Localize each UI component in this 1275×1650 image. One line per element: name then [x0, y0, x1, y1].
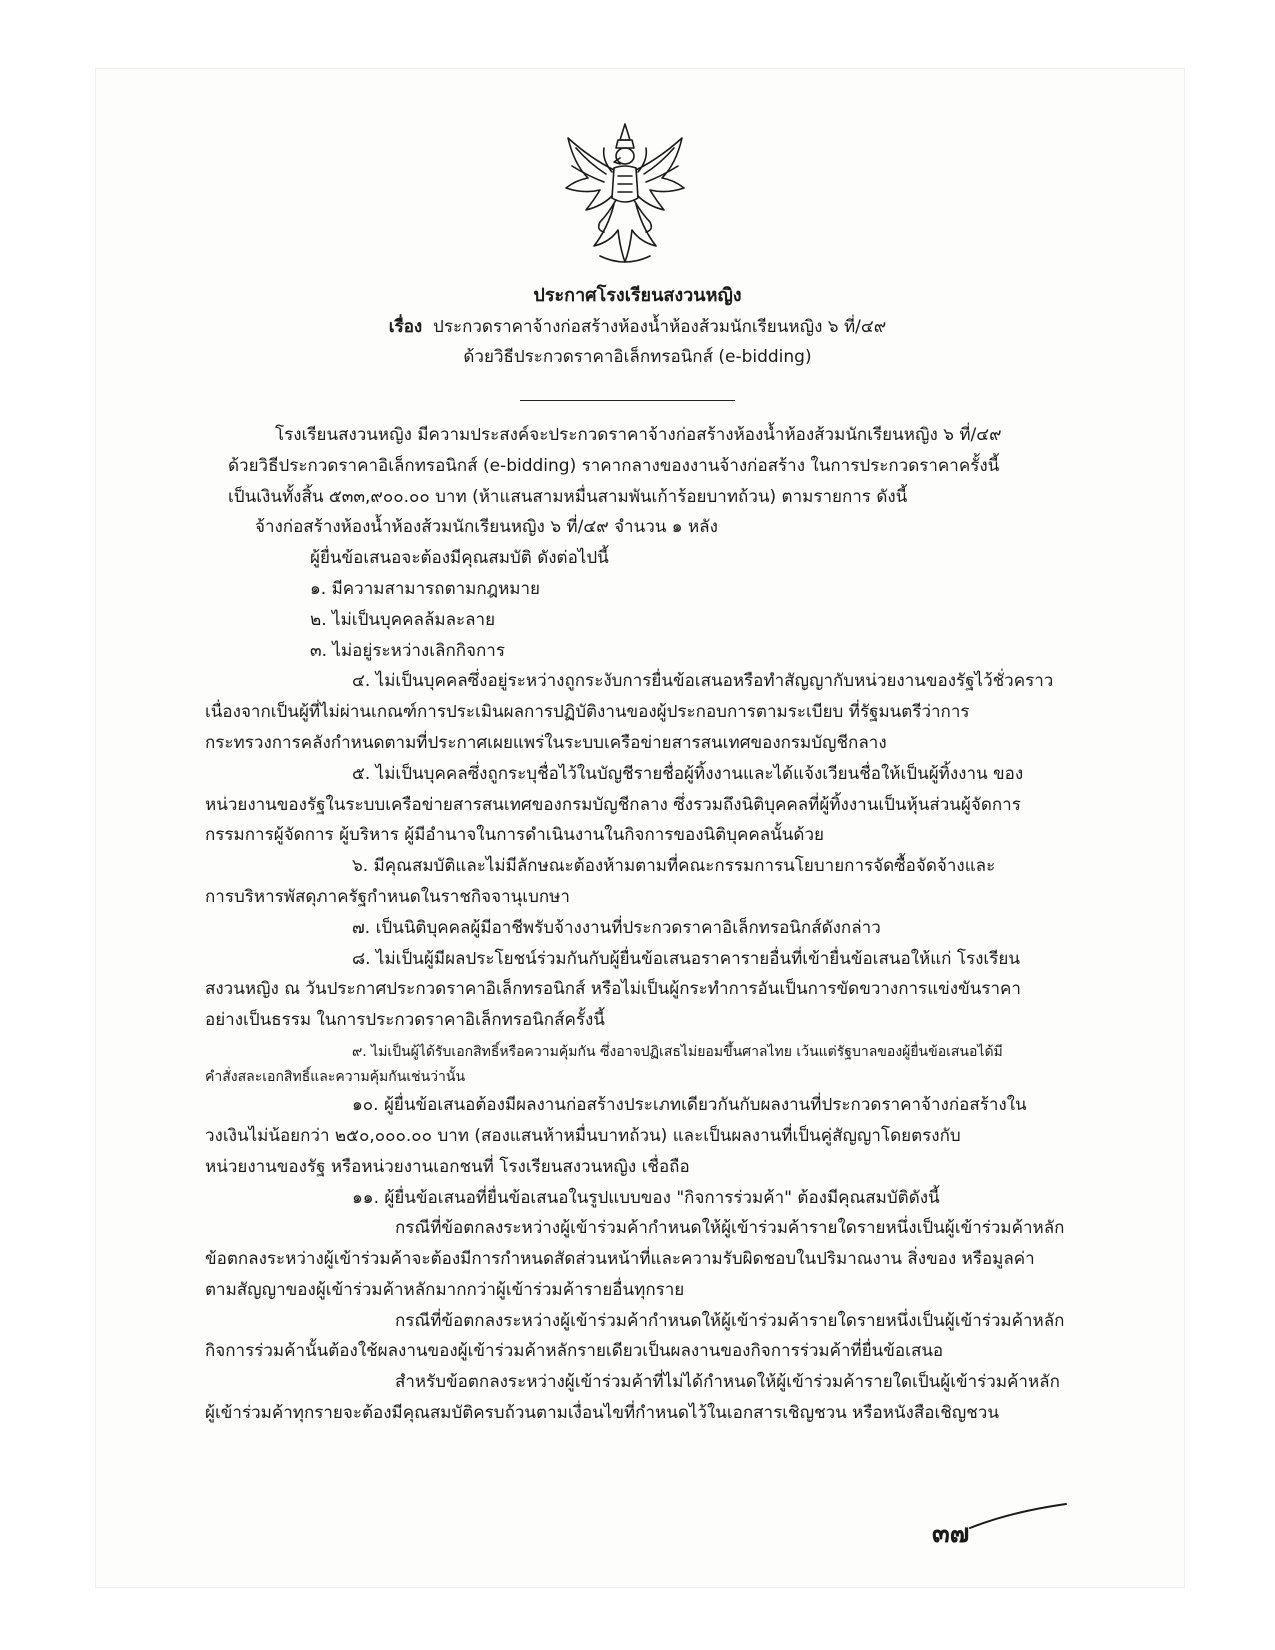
qualification-8-line-2: สงวนหญิง ณ วันประกาศประกวดราคาอิเล็กทรอนิกส์ หรือไม่เป็นผู้กระทำการอันเป็นการขัดขวางการแข่งขันราคา [205, 979, 1021, 999]
joint-venture-case-b-line-1: กรณีที่ข้อตกลงระหว่างผู้เข้าร่วมค้ากำหนดให้ผู้เข้าร่วมค้ารายใดรายหนึ่งเป็นผู้เข้าร่วมค้าหลัก [395, 1311, 1065, 1331]
joint-venture-case-a-line-3: ตามสัญญาของผู้เข้าร่วมค้าหลักมากกว่าผู้เข้าร่วมค้ารายอื่นทุกราย [205, 1280, 685, 1300]
qualification-10-line-3: หน่วยงานของรัฐ หรือหน่วยงานเอกชนที่ โรงเรียนสงวนหญิง เชื่อถือ [205, 1157, 690, 1177]
qualification-6-line-1: ๖. มีคุณสมบัติและไม่มีลักษณะต้องห้ามตามที่คณะกรรมการนโยบายการจัดซื้อจัดจ้างและ [352, 856, 996, 876]
bidding-method: ด้วยวิธีประกวดราคาอิเล็กทรอนิกส์ (e-bidding) [463, 347, 812, 367]
qualification-11: ๑๑. ผู้ยื่นข้อเสนอที่ยื่นข้อเสนอในรูปแบบของ "กิจการร่วมค้า" ต้องมีคุณสมบัติดังนี้ [352, 1188, 940, 1208]
qualification-5-line-2: หน่วยงานของรัฐในระบบเครือข่ายสารสนเทศของกรมบัญชีกลาง ซึ่งรวมถึงนิติบุคคลที่ผู้ทิ้งงานเป็นหุ้นส่วนผู้จัดการ [205, 795, 1021, 815]
joint-venture-case-c-line-1: สำหรับข้อตกลงระหว่างผู้เข้าร่วมค้าที่ไม่ได้กำหนดให้ผู้เข้าร่วมค้ารายใดเป็นผู้เข้าร่วมค้าหลัก [395, 1372, 1060, 1392]
joint-venture-case-a-line-2: ข้อตกลงระหว่างผู้เข้าร่วมค้าจะต้องมีการกำหนดสัดส่วนหน้าที่และความรับผิดชอบในปริมาณงาน สิ่งของ หรือมูลค่า [205, 1249, 1035, 1269]
intro-line-1: โรงเรียนสงวนหญิง มีความประสงค์จะประกวดราคาจ้างก่อสร้างห้องน้ำห้องส้วมนักเรียนหญิง ๖ ที่/๔๙ [275, 425, 1002, 445]
qualifications-heading: ผู้ยื่นข้อเสนอจะต้องมีคุณสมบัติ ดังต่อไปนี้ [310, 548, 609, 568]
qualification-9-line-1: ๙. ไม่เป็นผู้ได้รับเอกสิทธิ์หรือความคุ้มกัน ซึ่งอาจปฏิเสธไม่ยอมขึ้นศาลไทย เว้นแต่รัฐบาลของผู้ยื่นข้อเสนอได้มี [352, 1044, 1003, 1060]
qualification-2: ๒. ไม่เป็นบุคคลล้มละลาย [310, 610, 496, 630]
subject-text: ประกวดราคาจ้างก่อสร้างห้องน้ำห้องส้วมนักเรียนหญิง ๖ ที่/๔๙ [433, 317, 887, 337]
qualification-10-line-2: วงเงินไม่น้อยกว่า ๒๕๐,๐๐๐.๐๐ บาท (สองแสนห้าหมื่นบาทถ้วน) และเป็นผลงานที่เป็นคู่สัญญาโดยตรงกับ [205, 1126, 961, 1146]
joint-venture-case-b-line-2: กิจการร่วมค้านั้นต้องใช้ผลงานของผู้เข้าร่วมค้าหลักรายเดียวเป็นผลงานของกิจการร่วมค้าที่ยื่นข้อเสนอ [205, 1341, 944, 1361]
qualification-3: ๓. ไม่อยู่ระหว่างเลิกกิจการ [310, 641, 505, 661]
intro-line-2: ด้วยวิธีประกวดราคาอิเล็กทรอนิกส์ (e-bidding) ราคากลางของงานจ้างก่อสร้าง ในการประกวดราคาครั้งนี้ [228, 456, 1000, 476]
qualification-1: ๑. มีความสามารถตามกฎหมาย [310, 579, 540, 599]
qualification-4-line-1: ๔. ไม่เป็นบุคคลซึ่งอยู่ระหว่างถูกระงับการยื่นข้อเสนอหรือทำสัญญากับหน่วยงานของรัฐไว้ชั่วคราว [352, 671, 1054, 691]
subject-line [0, 316, 1275, 338]
qualification-5-line-1: ๕. ไม่เป็นบุคคลซึ่งถูกระบุชื่อไว้ในบัญชีรายชื่อผู้ทิ้งงานและได้แจ้งเวียนชื่อให้เป็นผู้ทิ้งงาน ของ [352, 764, 1024, 784]
qualification-4-line-2: เนื่องจากเป็นผู้ที่ไม่ผ่านเกณฑ์การประเมินผลการปฏิบัติงานของผู้ประกอบการตามระเบียบ ที่รัฐมนตรีว่าการ [205, 702, 970, 722]
qualification-10-line-1: ๑๐. ผู้ยื่นข้อเสนอต้องมีผลงานก่อสร้างประเภทเดียวกันกับผลงานที่ประกวดราคาจ้างก่อสร้างใน [352, 1095, 1027, 1115]
intro-line-3: เป็นเงินทั้งสิ้น ๕๓๓,๙๐๐.๐๐ บาท (ห้าแสนสามหมื่นสามพันเก้าร้อยบาทถ้วน) ตามรายการ ดังนี้ [228, 487, 908, 507]
intro-line-4: จ้างก่อสร้างห้องน้ำห้องส้วมนักเรียนหญิง ๖ ที่/๔๙ จำนวน ๑ หลัง [255, 517, 718, 537]
qualification-8-line-1: ๘. ไม่เป็นผู้มีผลประโยชน์ร่วมกันกับผู้ยื่นข้อเสนอราคารายอื่นที่เข้ายื่นข้อเสนอให้แก่ โรงเรียน [352, 949, 1020, 969]
qualification-7: ๗. เป็นนิติบุคคลผู้มีอาชีพรับจ้างงานที่ประกวดราคาอิเล็กทรอนิกส์ดังกล่าว [352, 918, 881, 938]
joint-venture-case-a-line-1: กรณีที่ข้อตกลงระหว่างผู้เข้าร่วมค้ากำหนดให้ผู้เข้าร่วมค้ารายใดรายหนึ่งเป็นผู้เข้าร่วมค้าหลัก [395, 1218, 1065, 1238]
handwritten-page-number [930, 1500, 1070, 1550]
joint-venture-case-c-line-2: ผู้เข้าร่วมค้าทุกรายจะต้องมีคุณสมบัติครบถ้วนตามเงื่อนไขที่กำหนดไว้ในเอกสารเชิญชวน หรือหนังสือเชิญชวน [205, 1403, 999, 1423]
title-divider [520, 400, 735, 401]
garuda-emblem-icon [560, 118, 690, 268]
qualification-6-line-2: การบริหารพัสดุภาครัฐกำหนดในราชกิจจานุเบกษา [205, 887, 570, 907]
subject-label: เรื่อง [388, 317, 423, 337]
qualification-8-line-3: อย่างเป็นธรรม ในการประกวดราคาอิเล็กทรอนิกส์ครั้งนี้ [205, 1010, 605, 1030]
qualification-9-line-2: คำสั่งสละเอกสิทธิ์และความคุ้มกันเช่นว่านั้น [205, 1069, 466, 1085]
page-number-text: ๓๗ [932, 1519, 970, 1549]
qualification-5-line-3: กรรมการผู้จัดการ ผู้บริหาร ผู้มีอำนาจในการดำเนินงานในกิจการของนิติบุคคลนั้นด้วย [205, 825, 824, 845]
announcement-title: ประกาศโรงเรียนสงวนหญิง [533, 285, 742, 306]
qualification-4-line-3: กระทรวงการคลังกำหนดตามที่ประกาศเผยแพร่ในระบบเครือข่ายสารสนเทศของกรมบัญชีกลาง [205, 733, 887, 753]
